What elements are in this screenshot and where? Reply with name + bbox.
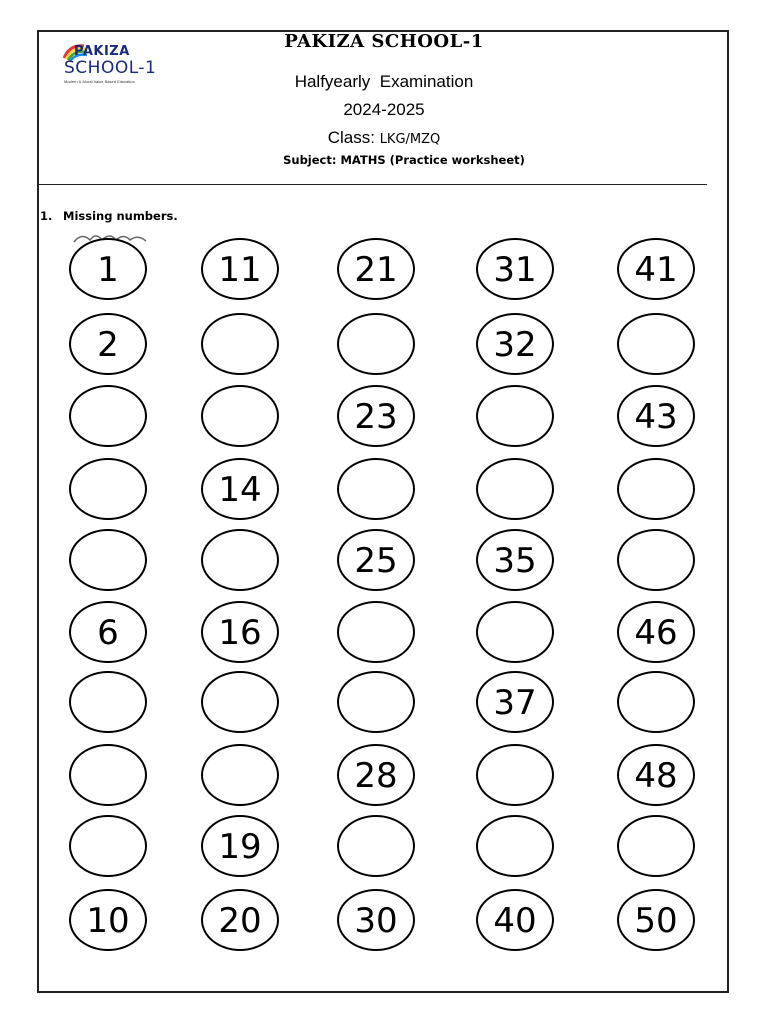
bubble-number: 20 <box>218 901 262 941</box>
bubble-number: 2 <box>97 325 119 365</box>
blank-number-bubble[interactable] <box>476 601 554 663</box>
number-bubble <box>476 889 554 951</box>
blank-number-bubble[interactable] <box>337 671 415 733</box>
number-bubble <box>337 529 415 591</box>
number-bubble <box>337 238 415 300</box>
number-bubble <box>617 385 695 447</box>
bubble-number: 31 <box>493 250 537 290</box>
question-number: 1. <box>40 209 53 223</box>
bubble-number: 32 <box>493 325 537 365</box>
exam-title: Halfyearly Examination <box>294 72 474 91</box>
question-text: Missing numbers. <box>63 209 178 223</box>
bubble-number: 16 <box>218 613 262 653</box>
logo-tagline: Modern & Moral Value Based Education <box>64 79 135 84</box>
bubble-number: 35 <box>493 541 537 581</box>
number-bubble <box>69 238 147 300</box>
number-bubble <box>201 601 279 663</box>
bubble-number: 46 <box>634 613 678 653</box>
logo-main-text: SCHOOL-1 <box>64 58 157 78</box>
blank-number-bubble[interactable] <box>617 671 695 733</box>
bubble-number: 21 <box>354 250 398 290</box>
blank-number-bubble[interactable] <box>337 601 415 663</box>
number-bubble <box>617 238 695 300</box>
blank-number-bubble[interactable] <box>201 385 279 447</box>
blank-number-bubble[interactable] <box>476 458 554 520</box>
blank-number-bubble[interactable] <box>617 815 695 877</box>
blank-number-bubble[interactable] <box>201 744 279 806</box>
bubble-number: 40 <box>493 901 537 941</box>
number-bubble <box>201 815 279 877</box>
bubble-number: 30 <box>354 901 398 941</box>
number-bubble <box>69 313 147 375</box>
number-bubble <box>476 238 554 300</box>
bubble-number: 25 <box>354 541 398 581</box>
blank-number-bubble[interactable] <box>69 815 147 877</box>
blank-number-bubble[interactable] <box>617 313 695 375</box>
blank-number-bubble[interactable] <box>69 529 147 591</box>
number-bubble <box>69 889 147 951</box>
number-bubble <box>201 889 279 951</box>
number-bubble <box>201 458 279 520</box>
number-bubble <box>337 744 415 806</box>
blank-number-bubble[interactable] <box>69 744 147 806</box>
school-name: PAKIZA SCHOOL-1 <box>284 31 484 52</box>
bubble-number: 11 <box>218 250 262 290</box>
bubble-number: 14 <box>218 470 262 510</box>
bubble-number: 43 <box>634 397 678 437</box>
blank-number-bubble[interactable] <box>476 815 554 877</box>
blank-number-bubble[interactable] <box>617 529 695 591</box>
bubble-number: 28 <box>354 756 398 796</box>
exam-year: 2024-2025 <box>343 100 425 119</box>
number-bubble <box>617 744 695 806</box>
bubble-number: 37 <box>493 683 537 723</box>
bubble-number: 50 <box>634 901 678 941</box>
class-value: LKG/MZQ <box>379 132 441 147</box>
logo-top-text: PAKIZA <box>74 44 130 59</box>
bubble-number: 41 <box>634 250 678 290</box>
blank-number-bubble[interactable] <box>201 671 279 733</box>
blank-number-bubble[interactable] <box>617 458 695 520</box>
number-bubble <box>476 313 554 375</box>
number-bubble <box>617 601 695 663</box>
class-label: Class: <box>327 128 375 147</box>
blank-number-bubble[interactable] <box>69 671 147 733</box>
number-bubble <box>69 601 147 663</box>
bubble-number: 23 <box>354 397 398 437</box>
bubble-number: 6 <box>97 613 119 653</box>
blank-number-bubble[interactable] <box>337 458 415 520</box>
subject-line: Subject: MATHS (Practice worksheet) <box>283 153 525 167</box>
number-bubble <box>201 238 279 300</box>
number-bubble <box>337 889 415 951</box>
blank-number-bubble[interactable] <box>337 815 415 877</box>
blank-number-bubble[interactable] <box>337 313 415 375</box>
bubble-number: 1 <box>97 250 119 290</box>
blank-number-bubble[interactable] <box>476 385 554 447</box>
blank-number-bubble[interactable] <box>201 529 279 591</box>
blank-number-bubble[interactable] <box>69 458 147 520</box>
number-bubble <box>476 529 554 591</box>
bubble-number: 19 <box>218 827 262 867</box>
number-bubble <box>617 889 695 951</box>
number-bubble <box>337 385 415 447</box>
blank-number-bubble[interactable] <box>201 313 279 375</box>
number-bubble <box>476 671 554 733</box>
blank-number-bubble[interactable] <box>69 385 147 447</box>
blank-number-bubble[interactable] <box>476 744 554 806</box>
bubble-number: 10 <box>86 901 130 941</box>
bubble-number: 48 <box>634 756 678 796</box>
